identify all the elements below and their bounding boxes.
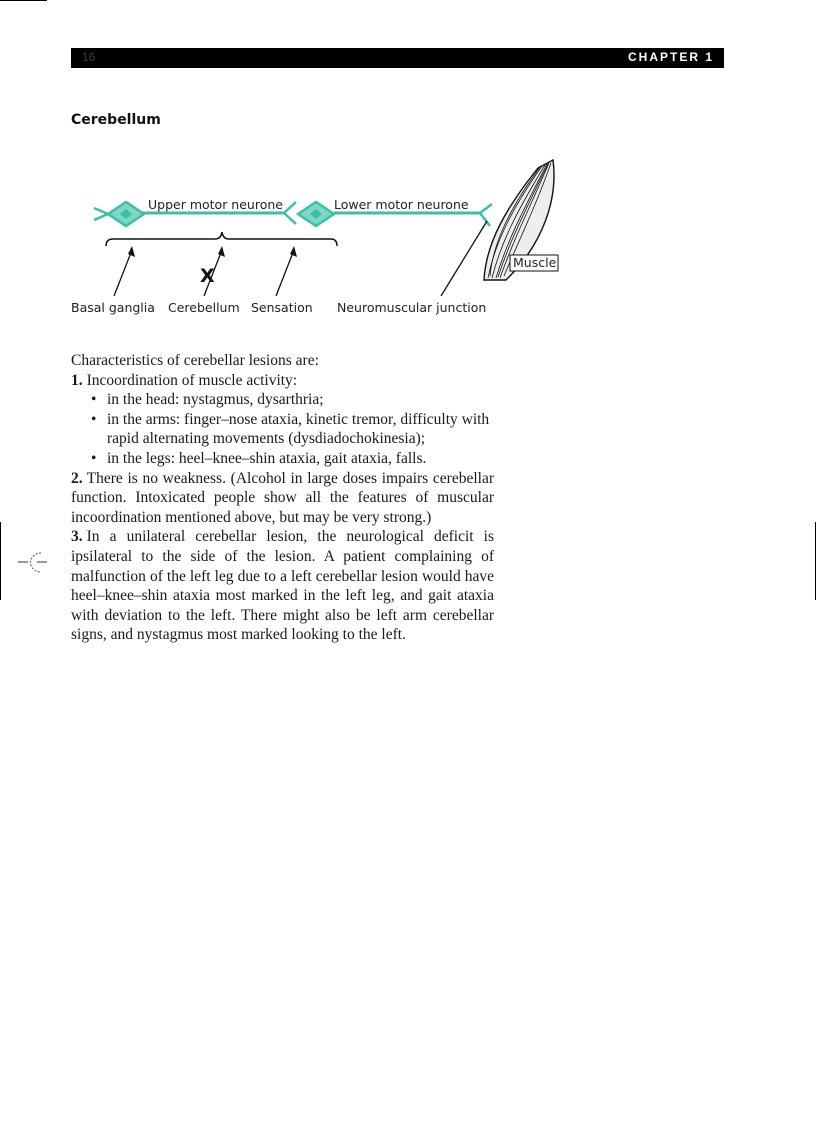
chapter-label: CHAPTER 1	[627, 50, 714, 64]
item-3-text: In a unilateral cerebellar lesion, the neurological deficit is ipsilateral to the side of the lesion. A patient complaining of malfunction of the left leg due to a left cerebellar lesion would have heel–knee–shin ataxia most marked in the left leg, and gait ataxia with deviation to the left. There might also be left arm cerebellar signs, and nystagmus most marked looking to the left.	[71, 528, 494, 644]
list-item	[71, 390, 494, 410]
brace	[106, 232, 337, 246]
motor-pathway-diagram	[66, 158, 566, 323]
lower-neurone-label: Lower motor neurone	[334, 197, 469, 212]
item-1-number: 1.	[71, 371, 83, 389]
item-2	[71, 469, 494, 528]
upper-neurone-label: Upper motor neurone	[148, 197, 283, 212]
page-number: 16	[82, 50, 96, 64]
list-item	[71, 410, 494, 449]
item-3-number: 3.	[71, 528, 83, 546]
item-3	[71, 527, 494, 645]
bullet-text: in the legs: heel–knee–shin ataxia, gait ataxia, falls.	[107, 449, 427, 467]
label-neuromuscular-junction: Neuromuscular junction	[337, 300, 487, 315]
registration-mark-icon	[14, 548, 50, 578]
label-basal-ganglia: Basal ganglia	[71, 300, 155, 315]
intro-line: Characteristics of cerebellar lesions are:	[71, 352, 319, 369]
bullet-icon: •	[91, 449, 97, 467]
bullet-list	[71, 390, 494, 468]
item-2-number: 2.	[71, 469, 83, 487]
body-text	[71, 351, 494, 645]
list-item	[71, 449, 494, 469]
bullet-icon: •	[91, 391, 97, 409]
bullet-text: in the head: nystagmus, dysarthria;	[107, 391, 324, 409]
label-sensation: Sensation	[251, 300, 313, 315]
running-header	[71, 48, 724, 68]
item-1-text: Incoordination of muscle activity:	[86, 371, 298, 389]
item-1	[71, 371, 494, 391]
item-2-text: There is no weakness. (Alcohol in large doses impairs cerebellar function. Intoxicated people show all the features of muscular incoordination mentioned above, but may be very strong.)	[71, 469, 494, 526]
section-title: Cerebellum	[71, 112, 161, 128]
label-cerebellum: Cerebellum	[168, 300, 240, 315]
muscle-label: Muscle	[513, 255, 557, 270]
bullet-text: in the arms: finger–nose ataxia, kinetic tremor, difficulty with rapid alternating movements (dysdiadochokinesia);	[107, 410, 490, 448]
crop-mark-top	[0, 0, 47, 1]
pointer-arrows	[114, 221, 487, 296]
bullet-icon: •	[91, 410, 97, 428]
lesion-mark: X	[200, 265, 215, 287]
crop-mark-left	[0, 522, 1, 600]
